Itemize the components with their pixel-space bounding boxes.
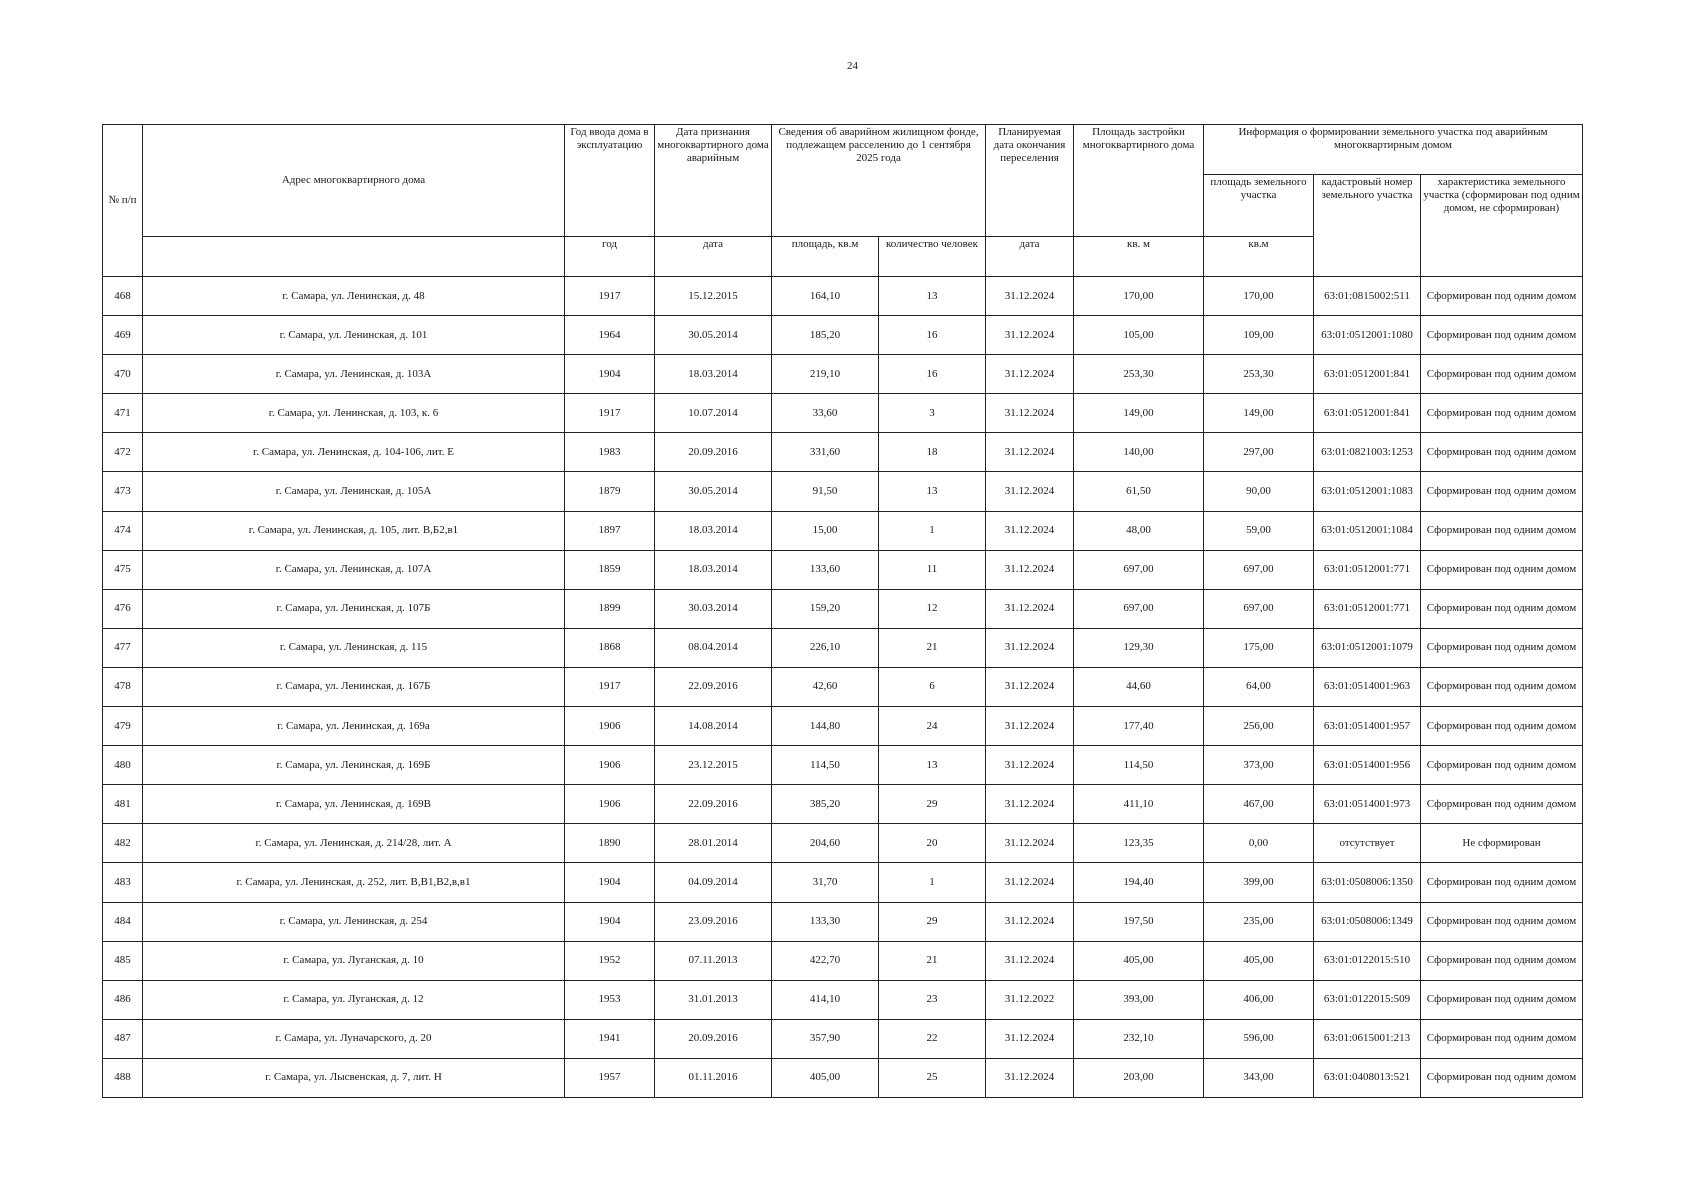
row-address: г. Самара, ул. Ленинская, д. 214/28, лит. А [143,824,565,863]
header-land-area: площадь земельного участка [1204,175,1314,237]
row-land-area: 596,00 [1204,1019,1314,1058]
table-row [103,746,1583,785]
header-date-emergency: Дата признания многоквартирного дома аварийным [655,125,772,237]
row-status: Сформирован под одним домом [1421,1019,1583,1058]
row-area: 114,50 [772,746,879,785]
row-land-area: 405,00 [1204,941,1314,980]
row-land-area: 64,00 [1204,667,1314,706]
row-plan-date: 31.12.2024 [986,707,1074,746]
row-cadastral: 63:01:0512001:841 [1314,355,1421,394]
row-status: Сформирован под одним домом [1421,511,1583,550]
row-build-area: 203,00 [1074,1058,1204,1097]
row-land-area: 149,00 [1204,394,1314,433]
row-year: 1917 [565,394,655,433]
row-build-area: 149,00 [1074,394,1204,433]
row-year: 1859 [565,550,655,589]
row-build-area: 393,00 [1074,980,1204,1019]
row-date: 10.07.2014 [655,394,772,433]
row-cadastral: 63:01:0615001:213 [1314,1019,1421,1058]
row-people: 29 [879,785,986,824]
header-unit-people: количество человек [879,237,986,277]
table-row [103,472,1583,511]
row-people: 16 [879,316,986,355]
row-address: г. Самара, ул. Луганская, д. 12 [143,980,565,1019]
row-status: Сформирован под одним домом [1421,863,1583,902]
row-plan-date: 31.12.2024 [986,589,1074,628]
row-date: 08.04.2014 [655,628,772,667]
row-area: 385,20 [772,785,879,824]
row-plan-date: 31.12.2024 [986,355,1074,394]
row-area: 159,20 [772,589,879,628]
row-area: 405,00 [772,1058,879,1097]
row-people: 1 [879,511,986,550]
row-land-area: 253,30 [1204,355,1314,394]
row-land-area: 90,00 [1204,472,1314,511]
row-status: Сформирован под одним домом [1421,394,1583,433]
row-date: 28.01.2014 [655,824,772,863]
row-land-area: 373,00 [1204,746,1314,785]
row-number: 482 [103,824,143,863]
row-plan-date: 31.12.2024 [986,394,1074,433]
row-land-area: 467,00 [1204,785,1314,824]
row-date: 07.11.2013 [655,941,772,980]
row-people: 3 [879,394,986,433]
row-cadastral: 63:01:0512001:1084 [1314,511,1421,550]
row-year: 1917 [565,277,655,316]
row-build-area: 197,50 [1074,902,1204,941]
row-build-area: 140,00 [1074,433,1204,472]
row-build-area: 44,60 [1074,667,1204,706]
row-number: 476 [103,589,143,628]
row-date: 22.09.2016 [655,785,772,824]
row-address: г. Самара, ул. Ленинская, д. 107Б [143,589,565,628]
row-land-area: 343,00 [1204,1058,1314,1097]
row-build-area: 123,35 [1074,824,1204,863]
row-date: 22.09.2016 [655,667,772,706]
row-cadastral: 63:01:0512001:1083 [1314,472,1421,511]
row-area: 422,70 [772,941,879,980]
row-land-area: 175,00 [1204,628,1314,667]
row-cadastral: отсутствует [1314,824,1421,863]
row-date: 30.03.2014 [655,589,772,628]
row-build-area: 253,30 [1074,355,1204,394]
row-status: Сформирован под одним домом [1421,980,1583,1019]
row-number: 469 [103,316,143,355]
row-cadastral: 63:01:0514001:957 [1314,707,1421,746]
table-row [103,1019,1583,1058]
row-status: Сформирован под одним домом [1421,941,1583,980]
row-build-area: 411,10 [1074,785,1204,824]
row-area: 42,60 [772,667,879,706]
row-number: 481 [103,785,143,824]
row-date: 18.03.2014 [655,355,772,394]
row-year: 1904 [565,863,655,902]
row-date: 18.03.2014 [655,550,772,589]
row-number: 477 [103,628,143,667]
row-plan-date: 31.12.2024 [986,277,1074,316]
row-area: 33,60 [772,394,879,433]
row-plan-date: 31.12.2024 [986,1058,1074,1097]
row-cadastral: 63:01:0512001:1080 [1314,316,1421,355]
row-date: 15.12.2015 [655,277,772,316]
row-people: 20 [879,824,986,863]
header-cadastral: кадастровый номер земельного участка [1314,175,1421,277]
header-unit-year: год [565,237,655,277]
header-planned-date: Планируемая дата окончания переселения [986,125,1074,237]
table-body [103,277,1583,1098]
row-cadastral: 63:01:0514001:973 [1314,785,1421,824]
row-area: 15,00 [772,511,879,550]
table-row [103,667,1583,706]
row-build-area: 61,50 [1074,472,1204,511]
row-plan-date: 31.12.2024 [986,941,1074,980]
row-cadastral: 63:01:0122015:509 [1314,980,1421,1019]
row-land-area: 170,00 [1204,277,1314,316]
row-plan-date: 31.12.2024 [986,824,1074,863]
row-people: 23 [879,980,986,1019]
row-status: Сформирован под одним домом [1421,746,1583,785]
table-row [103,980,1583,1019]
row-status: Сформирован под одним домом [1421,277,1583,316]
table-row [103,316,1583,355]
row-plan-date: 31.12.2022 [986,980,1074,1019]
row-build-area: 405,00 [1074,941,1204,980]
row-cadastral: 63:01:0821003:1253 [1314,433,1421,472]
row-year: 1917 [565,667,655,706]
row-address: г. Самара, ул. Ленинская, д. 167Б [143,667,565,706]
row-land-area: 399,00 [1204,863,1314,902]
row-number: 475 [103,550,143,589]
table-row [103,277,1583,316]
row-number: 478 [103,667,143,706]
row-people: 13 [879,472,986,511]
row-date: 31.01.2013 [655,980,772,1019]
row-address: г. Самара, ул. Ленинская, д. 105А [143,472,565,511]
row-build-area: 129,30 [1074,628,1204,667]
row-land-area: 109,00 [1204,316,1314,355]
row-address: г. Самара, ул. Ленинская, д. 101 [143,316,565,355]
header-unit-date: дата [655,237,772,277]
row-address: г. Самара, ул. Ленинская, д. 103, к. 6 [143,394,565,433]
row-plan-date: 31.12.2024 [986,628,1074,667]
table-row [103,707,1583,746]
row-status: Сформирован под одним домом [1421,1058,1583,1097]
row-build-area: 48,00 [1074,511,1204,550]
row-plan-date: 31.12.2024 [986,746,1074,785]
row-area: 133,30 [772,902,879,941]
row-number: 485 [103,941,143,980]
table-row [103,589,1583,628]
row-people: 29 [879,902,986,941]
row-people: 16 [879,355,986,394]
row-status: Сформирован под одним домом [1421,472,1583,511]
row-number: 483 [103,863,143,902]
row-area: 226,10 [772,628,879,667]
table-row [103,785,1583,824]
row-cadastral: 63:01:0815002:511 [1314,277,1421,316]
row-cadastral: 63:01:0512001:1079 [1314,628,1421,667]
header-unit-area-sqm: площадь, кв.м [772,237,879,277]
row-status: Сформирован под одним домом [1421,433,1583,472]
row-people: 6 [879,667,986,706]
row-area: 91,50 [772,472,879,511]
row-plan-date: 31.12.2024 [986,667,1074,706]
emergency-housing-table [102,124,1583,1098]
row-land-area: 406,00 [1204,980,1314,1019]
row-people: 21 [879,628,986,667]
row-date: 23.12.2015 [655,746,772,785]
row-year: 1964 [565,316,655,355]
row-plan-date: 31.12.2024 [986,433,1074,472]
table-row [103,394,1583,433]
row-land-area: 297,00 [1204,433,1314,472]
row-address: г. Самара, ул. Лысвенская, д. 7, лит. Н [143,1058,565,1097]
row-status: Сформирован под одним домом [1421,550,1583,589]
row-year: 1906 [565,746,655,785]
row-date: 20.09.2016 [655,1019,772,1058]
row-land-area: 697,00 [1204,589,1314,628]
row-cadastral: 63:01:0122015:510 [1314,941,1421,980]
row-year: 1953 [565,980,655,1019]
row-number: 488 [103,1058,143,1097]
header-unit-build-sqm: кв. м [1074,237,1204,277]
row-address: г. Самара, ул. Луганская, д. 10 [143,941,565,980]
row-date: 30.05.2014 [655,472,772,511]
row-land-area: 0,00 [1204,824,1314,863]
row-status: Сформирован под одним домом [1421,316,1583,355]
row-cadastral: 63:01:0508006:1349 [1314,902,1421,941]
header-land-char: характеристика земельного участка (сформирован под одним домом, не сформирован) [1421,175,1583,277]
row-date: 01.11.2016 [655,1058,772,1097]
row-number: 472 [103,433,143,472]
row-cadastral: 63:01:0512001:771 [1314,589,1421,628]
row-address: г. Самара, ул. Ленинская, д. 169а [143,707,565,746]
row-build-area: 114,50 [1074,746,1204,785]
row-year: 1952 [565,941,655,980]
row-land-area: 697,00 [1204,550,1314,589]
table-row [103,863,1583,902]
row-year: 1906 [565,785,655,824]
row-date: 23.09.2016 [655,902,772,941]
row-people: 22 [879,1019,986,1058]
row-plan-date: 31.12.2024 [986,550,1074,589]
row-year: 1890 [565,824,655,863]
table-row [103,355,1583,394]
header-land-info: Информация о формировании земельного участка под аварийным многоквартирным домом [1204,125,1583,175]
row-address: г. Самара, ул. Ленинская, д. 254 [143,902,565,941]
row-cadastral: 63:01:0512001:771 [1314,550,1421,589]
row-build-area: 697,00 [1074,589,1204,628]
row-land-area: 235,00 [1204,902,1314,941]
table-row [103,511,1583,550]
row-number: 468 [103,277,143,316]
table-row [103,628,1583,667]
row-status: Сформирован под одним домом [1421,707,1583,746]
table-row [103,902,1583,941]
row-people: 13 [879,746,986,785]
row-status: Сформирован под одним домом [1421,902,1583,941]
row-cadastral: 63:01:0514001:956 [1314,746,1421,785]
row-build-area: 194,40 [1074,863,1204,902]
row-status: Сформирован под одним домом [1421,355,1583,394]
page-number: 24 [847,60,858,72]
row-year: 1879 [565,472,655,511]
row-area: 331,60 [772,433,879,472]
row-number: 473 [103,472,143,511]
row-people: 1 [879,863,986,902]
row-build-area: 177,40 [1074,707,1204,746]
row-number: 479 [103,707,143,746]
row-build-area: 170,00 [1074,277,1204,316]
row-build-area: 232,10 [1074,1019,1204,1058]
row-area: 144,80 [772,707,879,746]
row-year: 1868 [565,628,655,667]
header-year-built: Год ввода дома в эксплуатацию [565,125,655,237]
row-plan-date: 31.12.2024 [986,472,1074,511]
row-date: 04.09.2014 [655,863,772,902]
row-address: г. Самара, ул. Луначарского, д. 20 [143,1019,565,1058]
row-address: г. Самара, ул. Ленинская, д. 107А [143,550,565,589]
row-land-area: 256,00 [1204,707,1314,746]
header-address: Адрес многоквартирного дома [143,125,565,237]
row-people: 13 [879,277,986,316]
row-year: 1941 [565,1019,655,1058]
row-status: Сформирован под одним домом [1421,589,1583,628]
row-year: 1906 [565,707,655,746]
table-row [103,824,1583,863]
row-address: г. Самара, ул. Ленинская, д. 115 [143,628,565,667]
row-cadastral: 63:01:0514001:963 [1314,667,1421,706]
row-address: г. Самара, ул. Ленинская, д. 252, лит. В,В1,В2,в,в1 [143,863,565,902]
row-area: 204,60 [772,824,879,863]
header-build-area: Площадь застройки многоквартирного дома [1074,125,1204,237]
row-build-area: 697,00 [1074,550,1204,589]
row-cadastral: 63:01:0512001:841 [1314,394,1421,433]
row-plan-date: 31.12.2024 [986,863,1074,902]
row-year: 1904 [565,902,655,941]
table-row [103,1058,1583,1097]
row-area: 133,60 [772,550,879,589]
row-address: г. Самара, ул. Ленинская, д. 169Б [143,746,565,785]
row-year: 1983 [565,433,655,472]
header-unit-plan-date: дата [986,237,1074,277]
table-row [103,433,1583,472]
row-plan-date: 31.12.2024 [986,785,1074,824]
table-row [103,941,1583,980]
row-area: 219,10 [772,355,879,394]
row-plan-date: 31.12.2024 [986,902,1074,941]
row-people: 12 [879,589,986,628]
header-emergency-fund: Сведения об аварийном жилищном фонде, подлежащем расселению до 1 сентября 2025 года [772,125,986,237]
header-num: № п/п [103,125,143,277]
row-people: 25 [879,1058,986,1097]
row-plan-date: 31.12.2024 [986,316,1074,355]
row-number: 484 [103,902,143,941]
row-year: 1897 [565,511,655,550]
row-number: 470 [103,355,143,394]
row-date: 14.08.2014 [655,707,772,746]
row-cadastral: 63:01:0508006:1350 [1314,863,1421,902]
row-address: г. Самара, ул. Ленинская, д. 48 [143,277,565,316]
row-year: 1957 [565,1058,655,1097]
row-area: 164,10 [772,277,879,316]
table-row [103,550,1583,589]
row-number: 480 [103,746,143,785]
row-date: 18.03.2014 [655,511,772,550]
row-status: Не сформирован [1421,824,1583,863]
row-people: 18 [879,433,986,472]
row-number: 474 [103,511,143,550]
row-plan-date: 31.12.2024 [986,1019,1074,1058]
row-build-area: 105,00 [1074,316,1204,355]
header-unit-land-sqm: кв.м [1204,237,1314,277]
row-status: Сформирован под одним домом [1421,785,1583,824]
row-number: 471 [103,394,143,433]
row-year: 1899 [565,589,655,628]
row-address: г. Самара, ул. Ленинская, д. 169В [143,785,565,824]
row-date: 30.05.2014 [655,316,772,355]
row-status: Сформирован под одним домом [1421,667,1583,706]
row-land-area: 59,00 [1204,511,1314,550]
row-number: 486 [103,980,143,1019]
row-area: 414,10 [772,980,879,1019]
row-address: г. Самара, ул. Ленинская, д. 103А [143,355,565,394]
row-plan-date: 31.12.2024 [986,511,1074,550]
row-people: 11 [879,550,986,589]
row-area: 31,70 [772,863,879,902]
row-number: 487 [103,1019,143,1058]
row-cadastral: 63:01:0408013:521 [1314,1058,1421,1097]
row-address: г. Самара, ул. Ленинская, д. 104-106, лит. Е [143,433,565,472]
row-address: г. Самара, ул. Ленинская, д. 105, лит. В,Б2,в1 [143,511,565,550]
row-year: 1904 [565,355,655,394]
header-unit-address-empty [143,237,565,277]
row-status: Сформирован под одним домом [1421,628,1583,667]
row-date: 20.09.2016 [655,433,772,472]
row-area: 185,20 [772,316,879,355]
row-area: 357,90 [772,1019,879,1058]
row-people: 24 [879,707,986,746]
row-people: 21 [879,941,986,980]
